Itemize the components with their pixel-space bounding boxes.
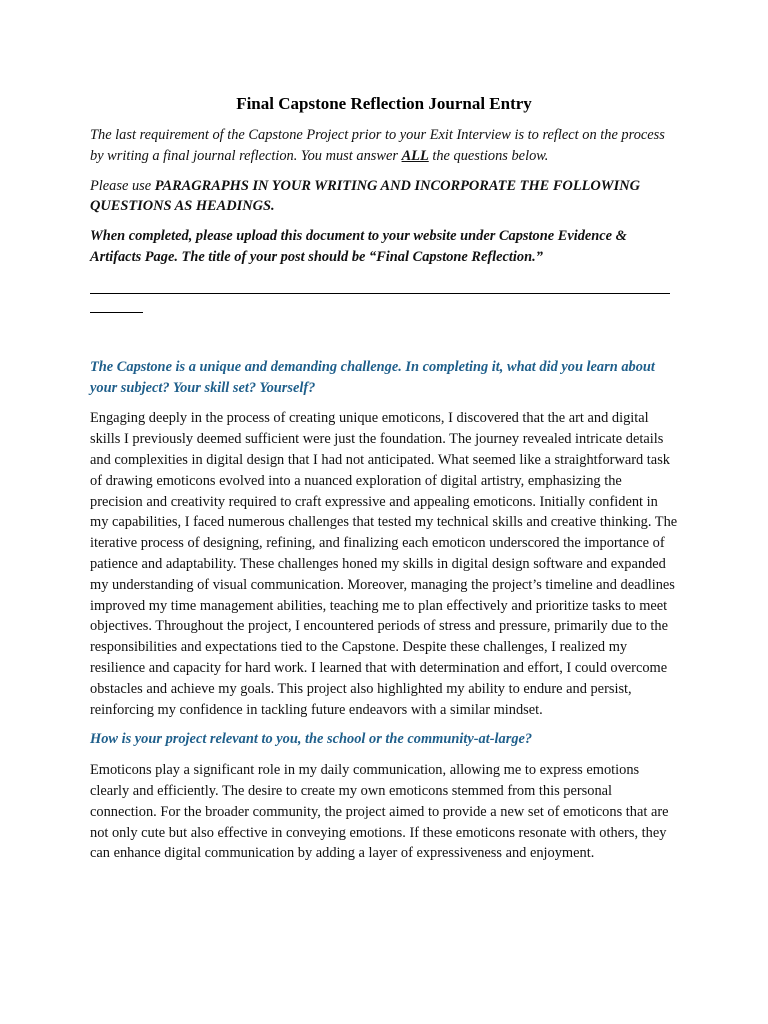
answer-paragraph-1: Engaging deeply in the process of creating unique emoticons, I discovered that the art and digital skills I previously deemed sufficient were just the foundation. The journey revealed intricate details and complexities in digital design that I had not anticipated. What seemed like a straightforward task of drawing emoticons evolved into a nuanced exploration of digital artistry, emphasizing the precision and creativity required to craft expressive and appealing emoticons. Initially confident in my capabilities, I faced numerous challenges that tested my technical skills and creative thinking. The iterative process of designing, refining, and finalizing each emoticon underscored the importance of patience and adaptability. These challenges honed my skills in digital design software and expanded my understanding of visual communication. Moreover, managing the project’s timeline and deadlines improved my time management abilities, teaching me to plan effectively and prioritize tasks to meet objectives. Throughout the project, I encountered periods of stress and pressure, primarily due to the responsibilities and expectations tied to the Capstone. Despite these challenges, I realized my resilience and capacity for hard work. I learned that with determination and effort, I could overcome obstacles and achieve my goals. This project also highlighted my ability to endure and persist, reinforcing my confidence in tackling future endeavors with a similar mindset. <box>90 410 678 718</box>
separator-line <box>90 278 678 313</box>
instruction-bold: PARAGRAPHS IN YOUR WRITING AND INCORPORATE THE FOLLOWING QUESTIONS AS HEADINGS. <box>90 177 640 215</box>
intro-text-end: the questions below. <box>428 147 549 164</box>
upload-instruction: When completed, please upload this document to your website under Capstone Evidence & Artifacts Page. The title of your post should be “Final Capstone Reflection.” <box>90 228 627 265</box>
instruction-paragraph <box>90 176 678 218</box>
document-title: Final Capstone Reflection Journal Entry <box>236 94 532 113</box>
answer-paragraph-2: Emoticons play a significant role in my daily communication, allowing me to express emotions clearly and efficiently. The desire to create my own emoticons stemmed from this personal connection. For the broader community, the project aimed to provide a new set of emoticons that are not only cute but also effective in conveying emotions. If these emoticons resonate with others, they can enhance digital communication by adding a layer of expressiveness and enjoyment. <box>90 762 669 862</box>
question-heading-2: How is your project relevant to you, the school or the community-at-large? <box>90 731 533 748</box>
separator-line-short <box>90 294 143 313</box>
question-heading-1: The Capstone is a unique and demanding challenge. In completing it, what did you learn about your subject? Your skill set? Yourself? <box>90 358 655 396</box>
intro-text-start: The last requirement of the Capstone Project prior to your Exit Interview is to reflect on the process by writing a final journal reflection. You must answer <box>90 127 665 164</box>
intro-emphasis-all: ALL <box>401 147 429 164</box>
separator-line-full <box>90 278 670 294</box>
document-page <box>90 93 678 873</box>
instruction-prefix: Please use <box>90 177 155 194</box>
intro-paragraph <box>90 125 678 167</box>
